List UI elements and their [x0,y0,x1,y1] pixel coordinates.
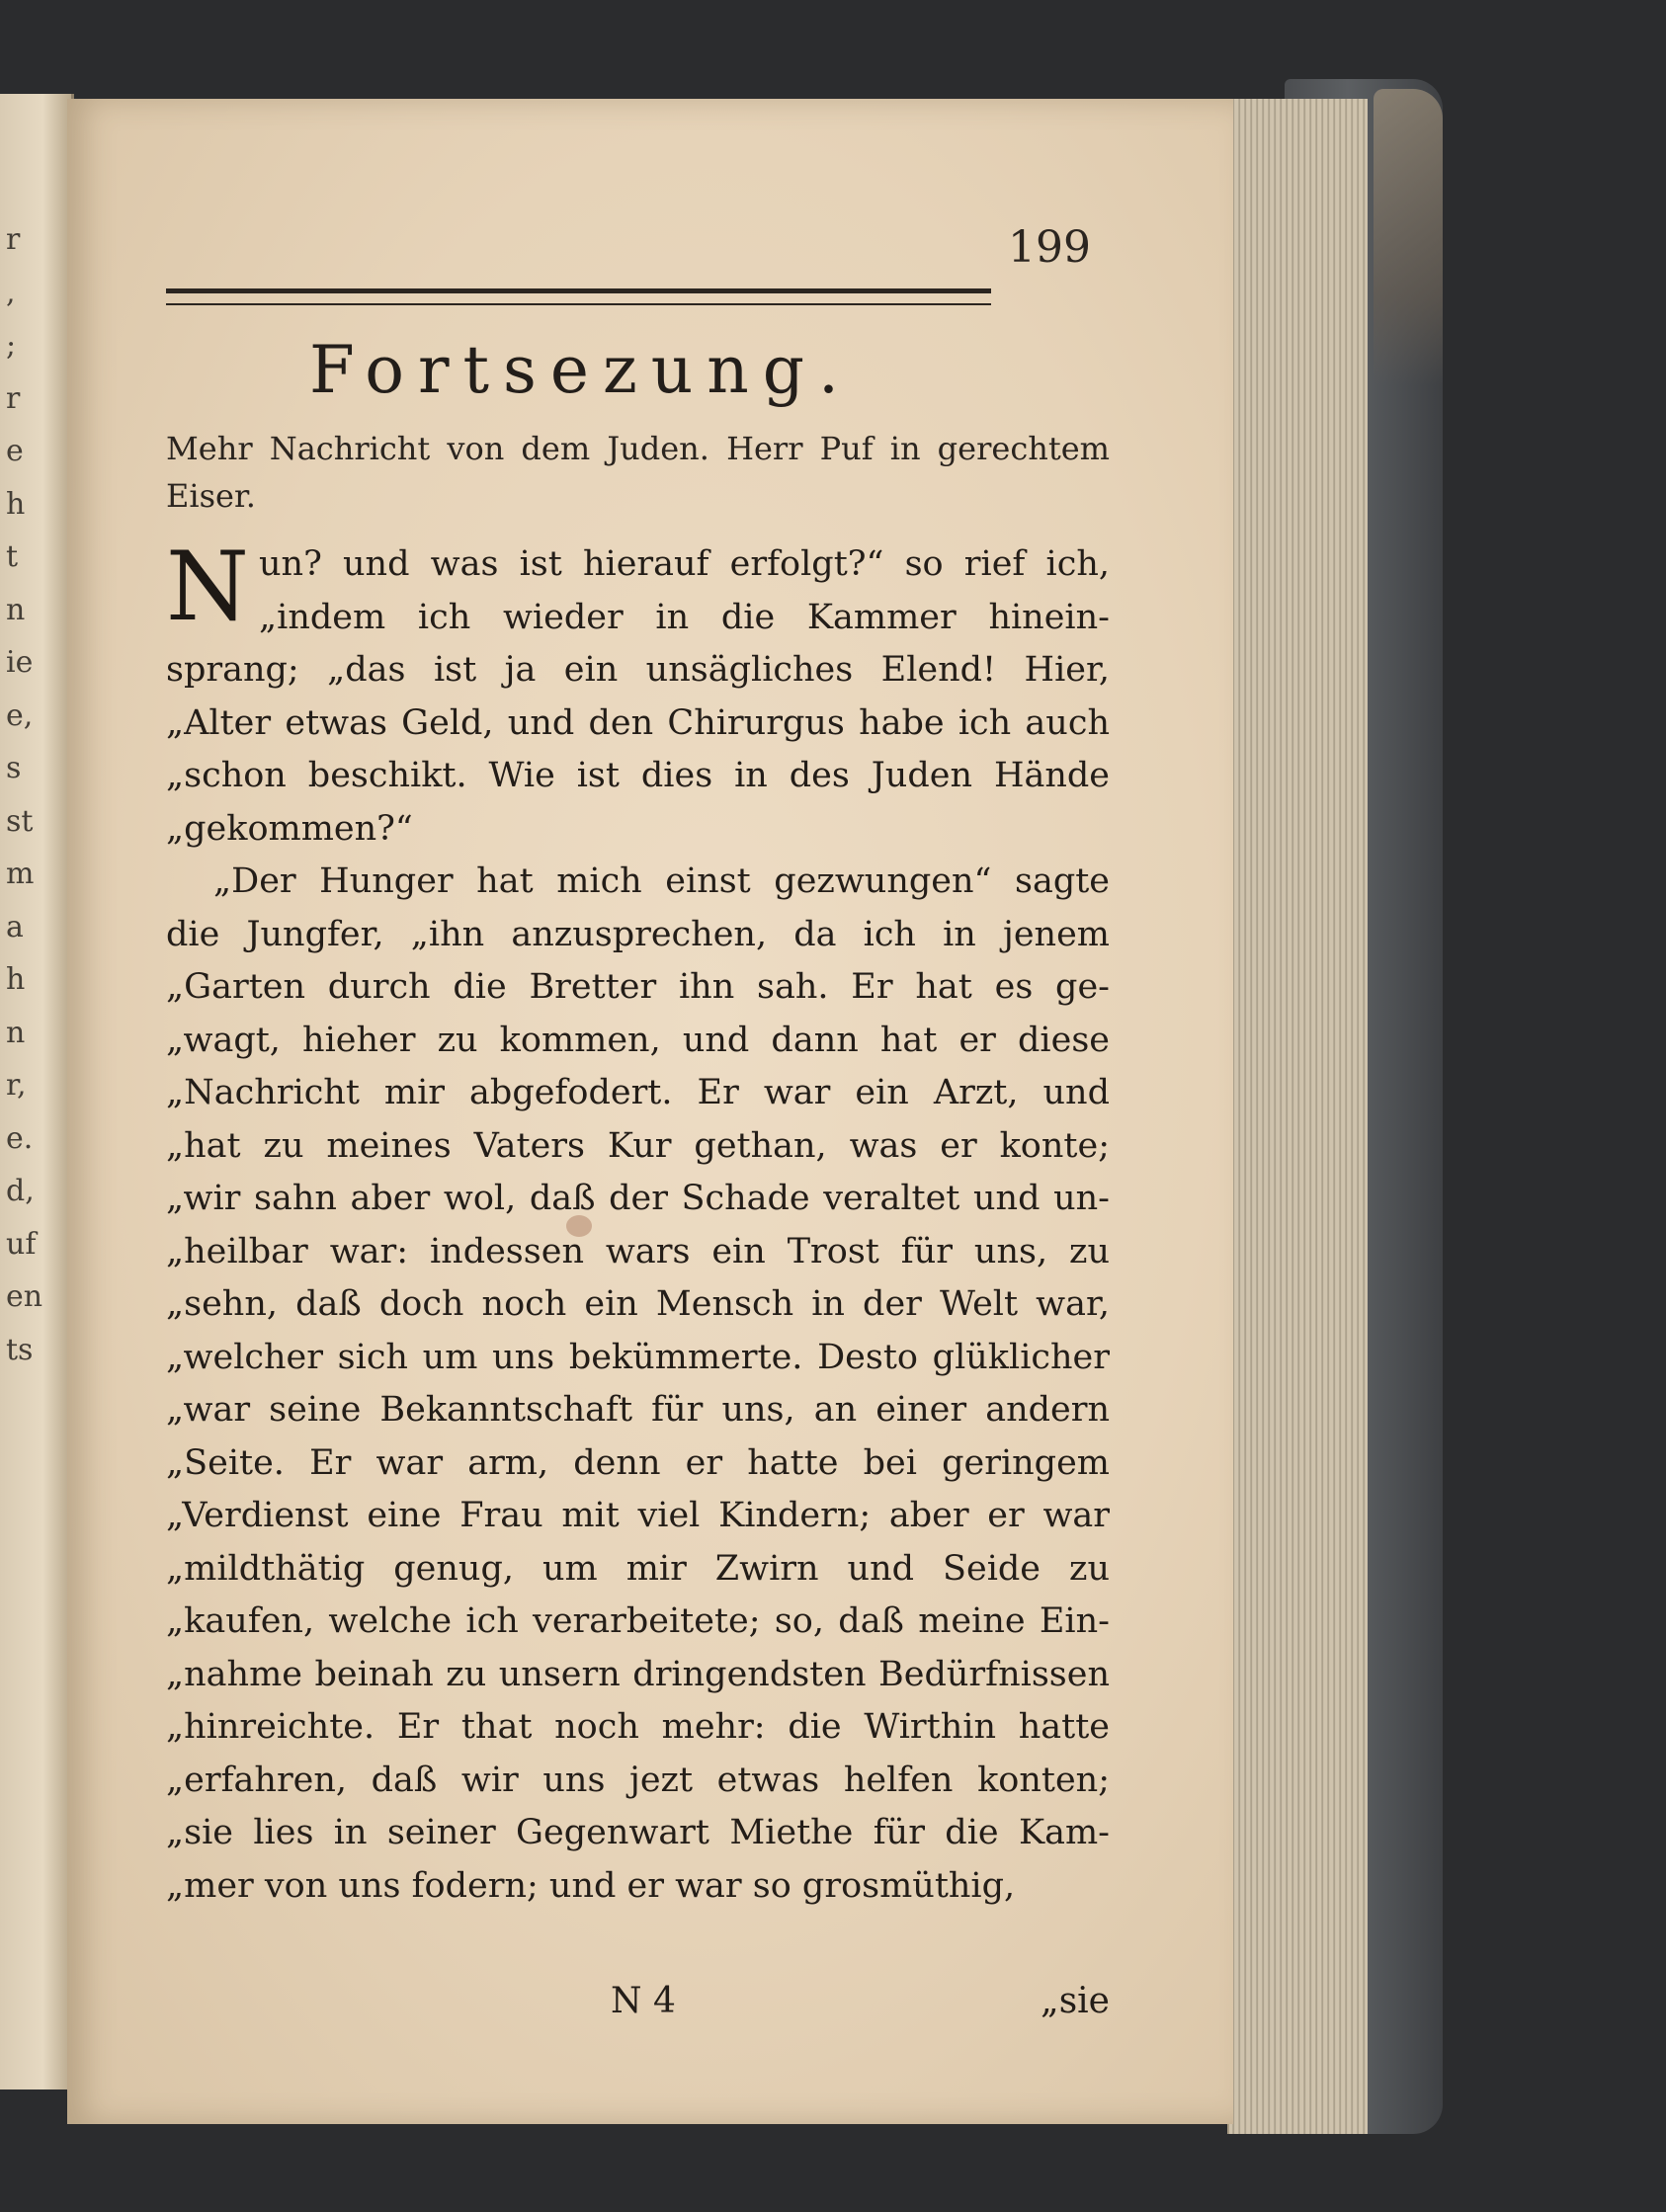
left-page-fragment: t [6,539,19,574]
text-line: „hat zu meines Vaters Kur gethan, was er konte; [166,1125,1110,1166]
left-page-fragment: st [6,803,34,839]
text-line: „wir sahn aber wol, daß der Schade veraltet und un- [166,1179,1110,1218]
left-page-fragment: , [6,275,16,310]
cover-wear-mark [1374,89,1443,385]
left-page-fragment: ts [6,1332,34,1367]
text-line: „Verdienst eine Frau mit viel Kindern; aber er war [166,1496,1110,1535]
catchword: „sie [1041,1981,1110,2021]
text-line: die Jungfer, „ihn anzusprechen, da ich in jenem [166,914,1110,954]
page-number: 199 [1008,222,1091,273]
left-page-fragment: ; [6,328,17,363]
text-line: „Nachricht mir abgefodert. Er war ein Arzt, und [166,1073,1110,1112]
paragraph [166,856,1110,1913]
left-page-fragment: en [6,1279,43,1314]
text-line: „Der Hunger hat mich einst gezwungen“ sagte [213,861,1110,901]
text-line: „nahme beinah zu unsern dringendsten Bedürfnissen [166,1654,1110,1694]
left-page-fragment: r [6,222,21,257]
text-line: „wagt, hieher zu kommen, und dann hat er diese [166,1020,1110,1060]
chapter-heading: Fortsezung. [309,332,853,408]
page-block-edges [1227,99,1368,2134]
left-page-fragment: e. [6,1120,34,1156]
left-page-fragment: e [6,434,24,468]
chapter-summary: Mehr Nachricht von dem Juden. Herr Puf in gerechtem Eiser. [166,430,1110,515]
left-page-fragment: a [6,909,24,944]
ink-stain [566,1215,592,1237]
left-page-fragment: n [6,1015,26,1050]
text-line: „hinreichte. Er that noch mehr: die Wirthin hatte [166,1707,1110,1747]
left-page-fragment: r [6,380,21,416]
header-rule [166,288,991,305]
body-text [166,532,1110,1913]
left-facing-page [0,94,74,2089]
text-line: „mer von uns fodern; und er war so grosmüthig, [166,1865,1016,1906]
drop-cap: N [166,532,249,642]
paragraph [166,532,1110,856]
text-line: „welcher sich um uns bekümmerte. Desto glüklicher [166,1337,1110,1377]
text-line: sprang; „das ist ja ein unsägliches Elend! Hier, [166,650,1110,690]
text-line: „sie lies in seiner Gegenwart Miethe für die Kam- [166,1813,1110,1852]
left-page-fragment: r, [6,1068,27,1103]
left-page-fragment: h [6,486,26,522]
text-line: „gekommen?“ [166,808,413,849]
text-line: „indem ich wieder in die Kammer hinein- [259,597,1110,637]
left-page-fragment: m [6,857,35,891]
text-line: „Seite. Er war arm, denn er hatte bei geringem [166,1442,1110,1483]
left-page-fragment: n [6,592,26,627]
left-page-fragment: d, [6,1174,35,1208]
text-line: „Alter etwas Geld, und den Chirurgus habe ich auch [166,702,1110,743]
text-line: „mildthätig genug, um mir Zwirn und Seide zu [166,1548,1110,1589]
right-page [67,99,1233,2124]
left-page-fragment: s [6,751,22,785]
text-line: „sehn, daß doch noch ein Mensch in der Welt war, [166,1284,1110,1324]
text-line: „schon beschikt. Wie ist dies in des Juden Hände [166,756,1110,795]
text-line: „Garten durch die Bretter ihn sah. Er hat es ge- [166,967,1110,1007]
text-line: „kaufen, welche ich verarbeitete; so, daß meine Ein- [166,1601,1110,1641]
left-page-fragment: uf [6,1226,37,1262]
signature-mark: N 4 [611,1981,676,2021]
left-page-fragment: h [6,962,26,997]
text-line: „heilbar war: indessen wars ein Trost für uns, zu [166,1231,1110,1271]
page-footer [166,1981,1110,2030]
left-page-fragment: e, [6,697,34,733]
left-page-fragment: ie [6,645,34,680]
text-line: un? und was ist hierauf erfolgt?“ so rief ich, [259,544,1110,584]
text-line: „war seine Bekanntschaft für uns, an einer andern [166,1390,1110,1430]
text-line: „erfahren, daß wir uns jezt etwas helfen konten; [166,1760,1110,1800]
